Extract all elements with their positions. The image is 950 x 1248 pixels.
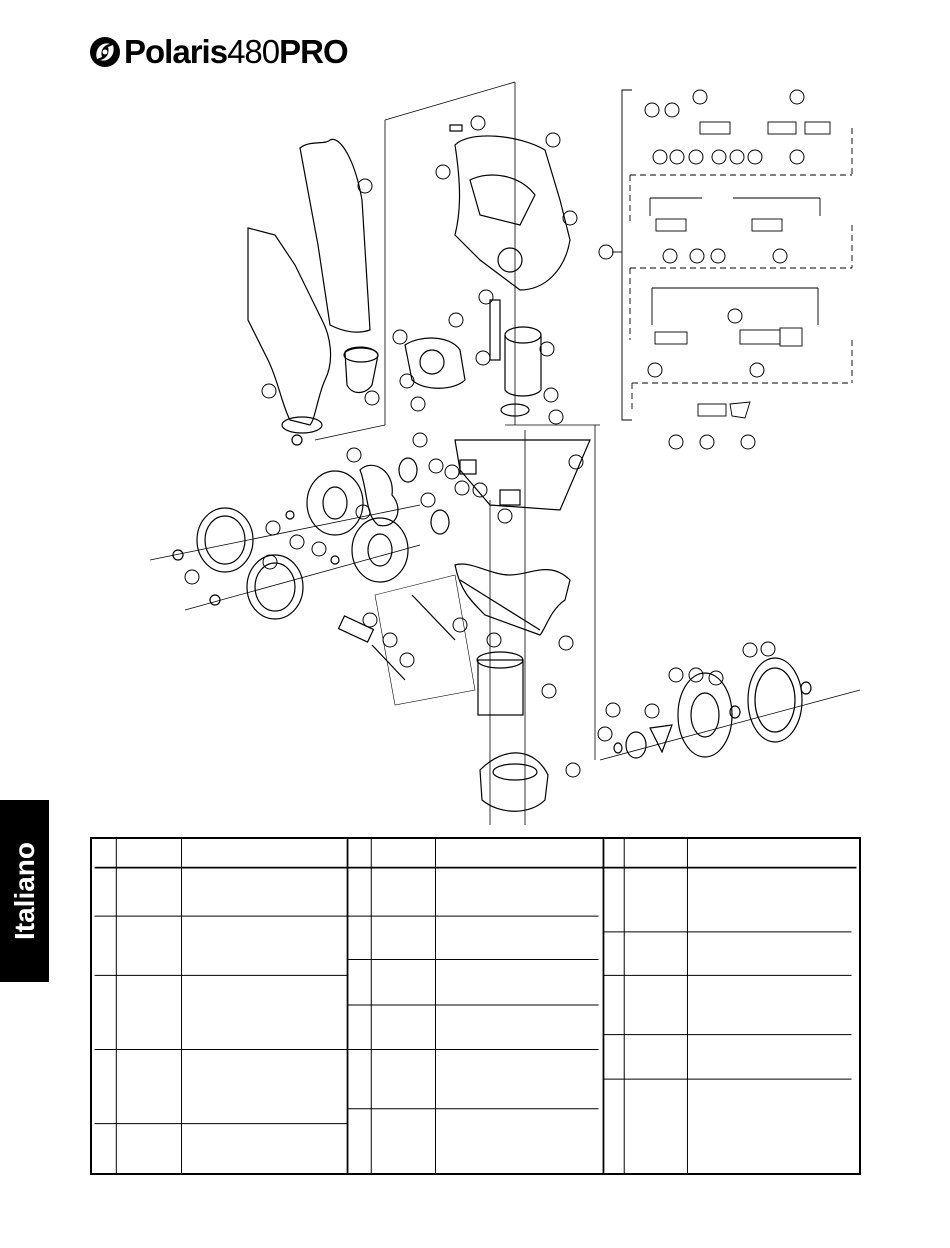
language-tab-label: Italiano <box>8 841 40 941</box>
parts-table <box>90 837 861 1175</box>
hose-parts <box>339 575 548 811</box>
debris-bag-part <box>248 139 370 445</box>
language-tab <box>0 800 49 982</box>
construction-lines <box>150 82 860 825</box>
column-lines <box>116 839 687 1173</box>
brand-name: Polaris <box>124 33 228 70</box>
central-body-parts <box>344 300 590 510</box>
row-lines-block-2 <box>348 916 599 1109</box>
model-suffix: PRO <box>279 33 348 70</box>
row-lines-block-3 <box>603 932 851 1079</box>
wheel-parts <box>173 458 449 619</box>
row-lines-block-1 <box>95 916 348 1124</box>
model-number: 480 <box>227 33 280 70</box>
top-cover-part <box>450 125 570 290</box>
bottom-cover-part <box>455 564 570 635</box>
right-wheel-parts <box>614 658 811 758</box>
